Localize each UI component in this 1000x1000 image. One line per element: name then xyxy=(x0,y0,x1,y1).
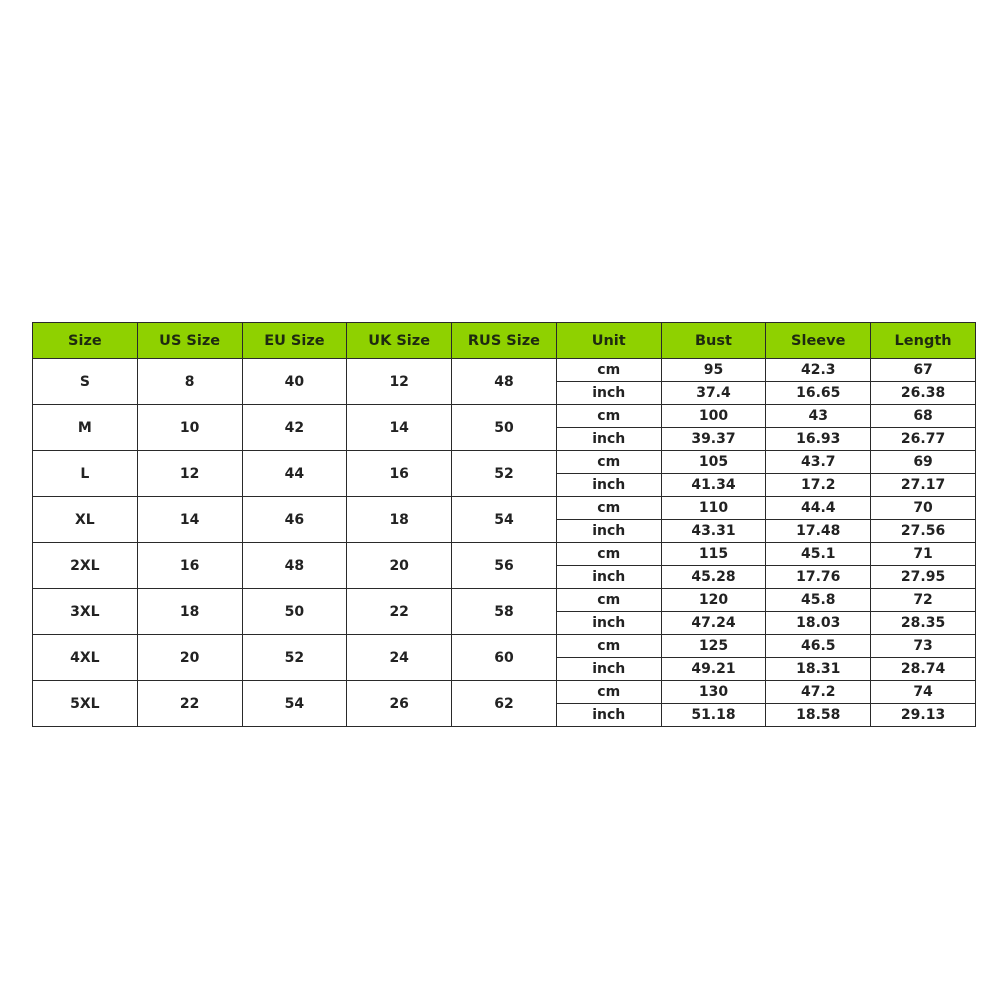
table-row xyxy=(33,681,976,704)
cell-length: 69 xyxy=(871,451,976,474)
cell-size: 4XL xyxy=(33,635,138,681)
cell-length: 26.38 xyxy=(871,382,976,405)
cell-length: 28.74 xyxy=(871,658,976,681)
cell-uk: 24 xyxy=(347,635,452,681)
cell-length: 70 xyxy=(871,497,976,520)
cell-us: 18 xyxy=(137,589,242,635)
cell-eu: 48 xyxy=(242,543,347,589)
cell-eu: 50 xyxy=(242,589,347,635)
cell-length: 27.56 xyxy=(871,520,976,543)
cell-unit: inch xyxy=(556,382,661,405)
cell-us: 14 xyxy=(137,497,242,543)
cell-eu: 40 xyxy=(242,359,347,405)
cell-size: XL xyxy=(33,497,138,543)
cell-sleeve: 45.1 xyxy=(766,543,871,566)
cell-bust: 51.18 xyxy=(661,704,766,727)
cell-bust: 45.28 xyxy=(661,566,766,589)
cell-size: 2XL xyxy=(33,543,138,589)
cell-us: 20 xyxy=(137,635,242,681)
cell-bust: 120 xyxy=(661,589,766,612)
size-chart-table xyxy=(32,322,976,727)
cell-unit: inch xyxy=(556,566,661,589)
cell-length: 68 xyxy=(871,405,976,428)
cell-unit: cm xyxy=(556,543,661,566)
cell-uk: 16 xyxy=(347,451,452,497)
cell-unit: cm xyxy=(556,497,661,520)
cell-sleeve: 17.2 xyxy=(766,474,871,497)
cell-bust: 37.4 xyxy=(661,382,766,405)
cell-eu: 46 xyxy=(242,497,347,543)
cell-length: 71 xyxy=(871,543,976,566)
cell-bust: 39.37 xyxy=(661,428,766,451)
cell-rus: 56 xyxy=(452,543,557,589)
cell-bust: 130 xyxy=(661,681,766,704)
cell-sleeve: 45.8 xyxy=(766,589,871,612)
table-row xyxy=(33,635,976,658)
cell-bust: 100 xyxy=(661,405,766,428)
cell-sleeve: 18.03 xyxy=(766,612,871,635)
cell-us: 12 xyxy=(137,451,242,497)
cell-eu: 52 xyxy=(242,635,347,681)
cell-uk: 18 xyxy=(347,497,452,543)
column-header: US Size xyxy=(137,323,242,359)
table-row xyxy=(33,497,976,520)
cell-sleeve: 43.7 xyxy=(766,451,871,474)
column-header: RUS Size xyxy=(452,323,557,359)
cell-length: 28.35 xyxy=(871,612,976,635)
cell-size: 5XL xyxy=(33,681,138,727)
cell-length: 73 xyxy=(871,635,976,658)
column-header: Length xyxy=(871,323,976,359)
table-row xyxy=(33,589,976,612)
cell-length: 67 xyxy=(871,359,976,382)
cell-sleeve: 18.58 xyxy=(766,704,871,727)
cell-sleeve: 18.31 xyxy=(766,658,871,681)
table-row xyxy=(33,543,976,566)
cell-length: 72 xyxy=(871,589,976,612)
cell-rus: 48 xyxy=(452,359,557,405)
cell-bust: 41.34 xyxy=(661,474,766,497)
cell-unit: cm xyxy=(556,359,661,382)
cell-rus: 50 xyxy=(452,405,557,451)
cell-sleeve: 17.48 xyxy=(766,520,871,543)
cell-unit: inch xyxy=(556,520,661,543)
cell-uk: 20 xyxy=(347,543,452,589)
cell-eu: 54 xyxy=(242,681,347,727)
column-header: Unit xyxy=(556,323,661,359)
column-header: Bust xyxy=(661,323,766,359)
cell-bust: 43.31 xyxy=(661,520,766,543)
column-header: Size xyxy=(33,323,138,359)
cell-bust: 110 xyxy=(661,497,766,520)
cell-unit: cm xyxy=(556,589,661,612)
cell-bust: 49.21 xyxy=(661,658,766,681)
cell-uk: 22 xyxy=(347,589,452,635)
header-row xyxy=(33,323,976,359)
cell-rus: 62 xyxy=(452,681,557,727)
cell-bust: 115 xyxy=(661,543,766,566)
cell-sleeve: 44.4 xyxy=(766,497,871,520)
cell-size: M xyxy=(33,405,138,451)
cell-us: 22 xyxy=(137,681,242,727)
cell-unit: cm xyxy=(556,681,661,704)
cell-sleeve: 16.65 xyxy=(766,382,871,405)
cell-uk: 12 xyxy=(347,359,452,405)
cell-sleeve: 43 xyxy=(766,405,871,428)
table-row xyxy=(33,359,976,382)
cell-unit: inch xyxy=(556,704,661,727)
table-row xyxy=(33,451,976,474)
column-header: EU Size xyxy=(242,323,347,359)
cell-length: 27.17 xyxy=(871,474,976,497)
cell-rus: 54 xyxy=(452,497,557,543)
cell-size: 3XL xyxy=(33,589,138,635)
cell-us: 16 xyxy=(137,543,242,589)
cell-rus: 60 xyxy=(452,635,557,681)
cell-eu: 42 xyxy=(242,405,347,451)
cell-bust: 125 xyxy=(661,635,766,658)
column-header: UK Size xyxy=(347,323,452,359)
cell-rus: 52 xyxy=(452,451,557,497)
cell-unit: cm xyxy=(556,405,661,428)
cell-length: 74 xyxy=(871,681,976,704)
table-row xyxy=(33,405,976,428)
cell-sleeve: 42.3 xyxy=(766,359,871,382)
cell-unit: inch xyxy=(556,612,661,635)
column-header: Sleeve xyxy=(766,323,871,359)
cell-bust: 95 xyxy=(661,359,766,382)
cell-size: S xyxy=(33,359,138,405)
cell-uk: 14 xyxy=(347,405,452,451)
cell-sleeve: 17.76 xyxy=(766,566,871,589)
cell-bust: 105 xyxy=(661,451,766,474)
cell-sleeve: 46.5 xyxy=(766,635,871,658)
cell-unit: inch xyxy=(556,658,661,681)
cell-unit: cm xyxy=(556,635,661,658)
cell-us: 8 xyxy=(137,359,242,405)
cell-unit: cm xyxy=(556,451,661,474)
cell-length: 27.95 xyxy=(871,566,976,589)
cell-unit: inch xyxy=(556,474,661,497)
cell-us: 10 xyxy=(137,405,242,451)
cell-eu: 44 xyxy=(242,451,347,497)
cell-unit: inch xyxy=(556,428,661,451)
cell-sleeve: 16.93 xyxy=(766,428,871,451)
cell-sleeve: 47.2 xyxy=(766,681,871,704)
cell-size: L xyxy=(33,451,138,497)
cell-bust: 47.24 xyxy=(661,612,766,635)
cell-length: 29.13 xyxy=(871,704,976,727)
cell-length: 26.77 xyxy=(871,428,976,451)
cell-rus: 58 xyxy=(452,589,557,635)
cell-uk: 26 xyxy=(347,681,452,727)
